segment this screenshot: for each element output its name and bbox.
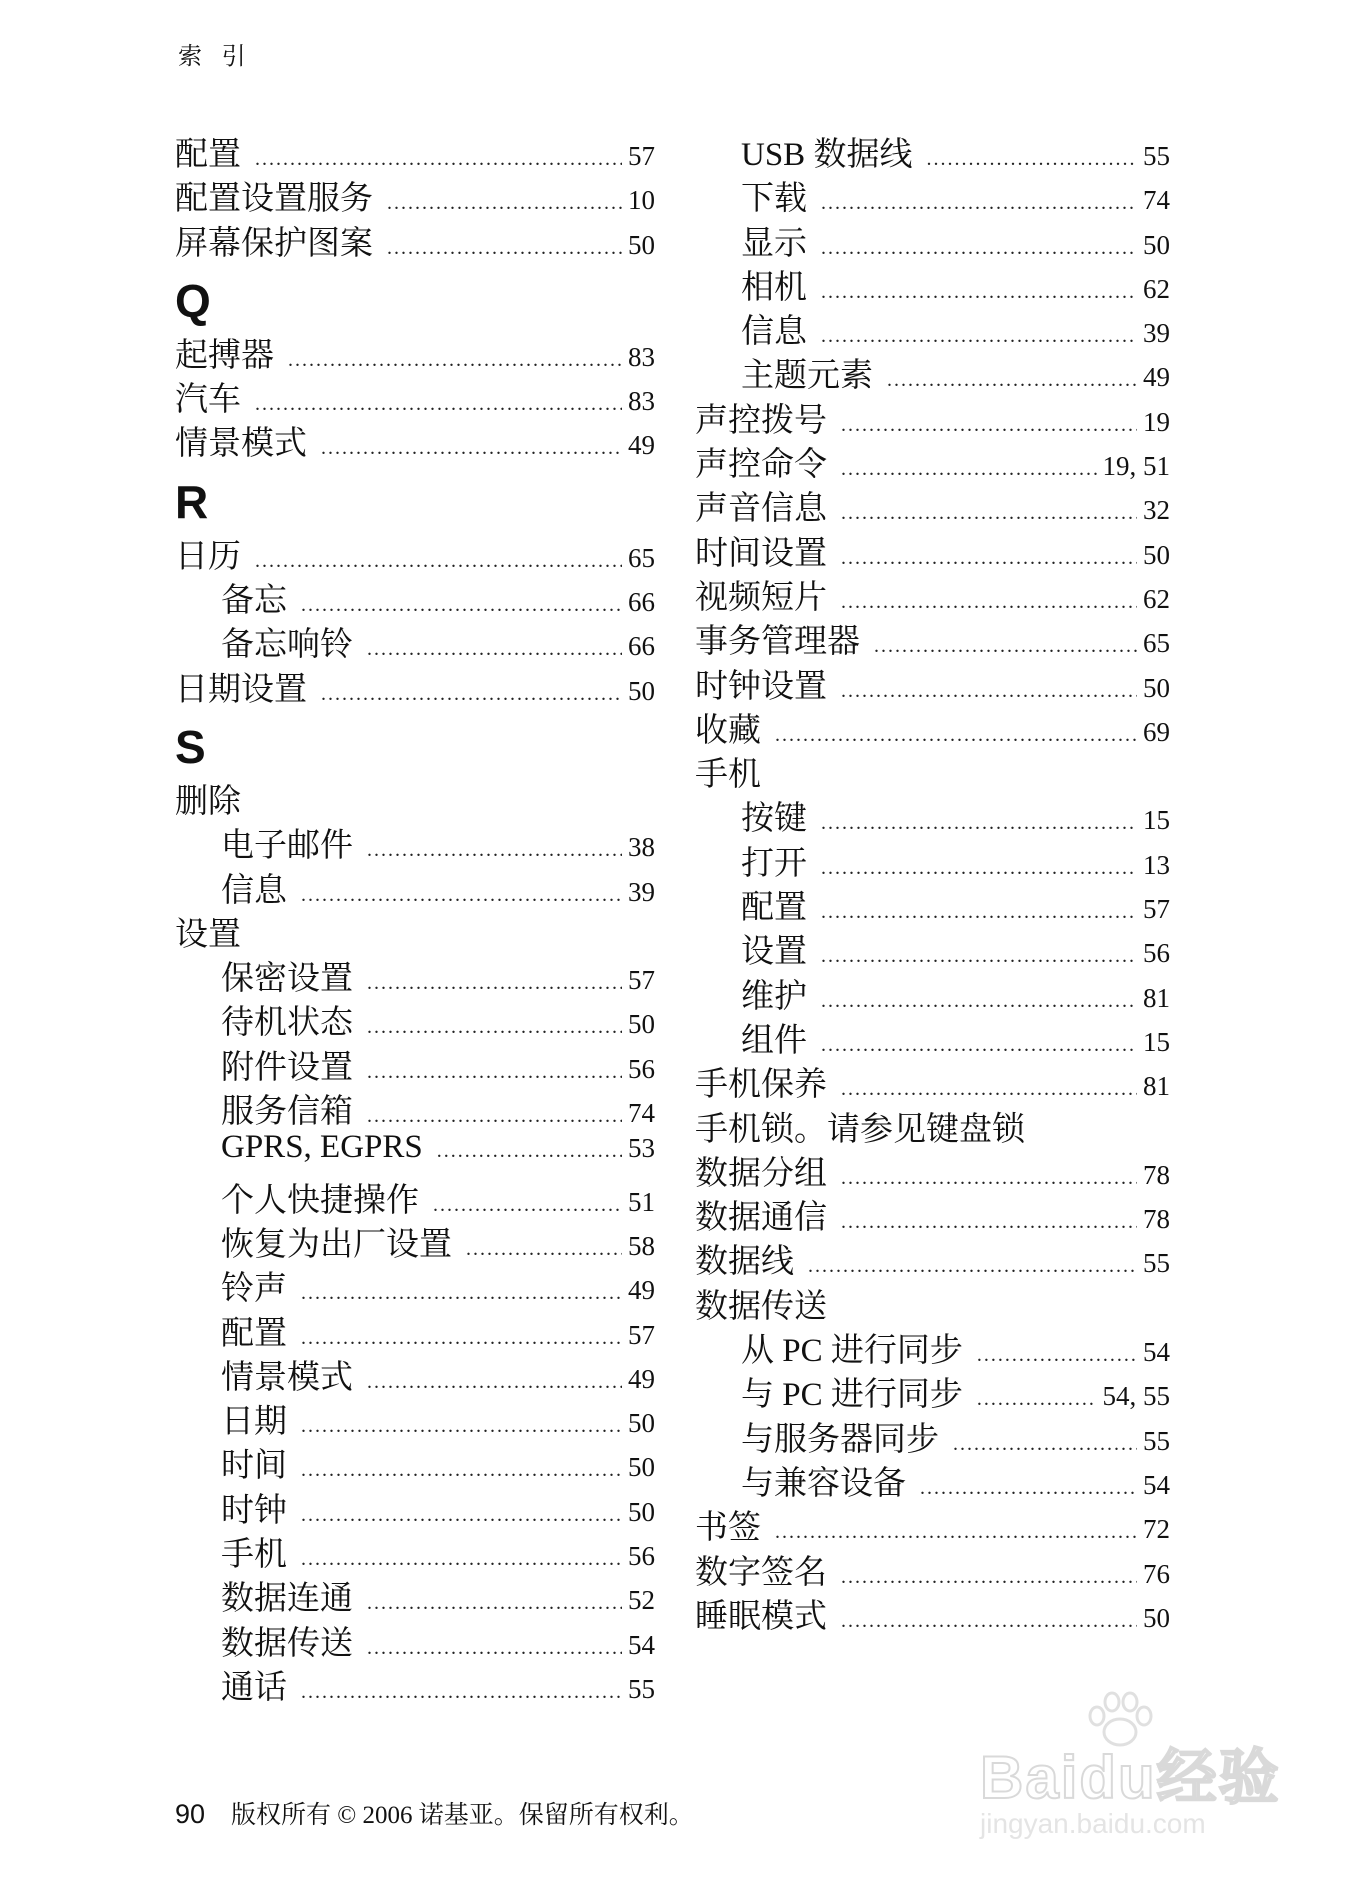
index-subentry <box>175 1041 655 1085</box>
index-section-letter: Q <box>175 274 211 327</box>
index-entry <box>175 217 655 261</box>
index-subentry <box>175 1129 655 1173</box>
index-page-ref: 78 <box>1143 1204 1170 1235</box>
dot-leader <box>433 1194 622 1217</box>
index-term: 设置 <box>741 934 807 971</box>
index-entry <box>695 1147 1170 1191</box>
index-subentry <box>175 864 655 908</box>
index-term: 附件设置 <box>221 1049 353 1086</box>
index-subentry <box>175 819 655 863</box>
dot-leader <box>841 591 1137 614</box>
index-entry <box>175 417 655 461</box>
index-term: 下载 <box>741 181 807 218</box>
index-page-ref: 50 <box>1143 1602 1170 1633</box>
index-term: 日期 <box>221 1404 287 1441</box>
index-term: 时钟 <box>221 1492 287 1529</box>
index-page-ref: 76 <box>1143 1558 1170 1589</box>
index-subentry <box>695 349 1170 393</box>
dot-leader <box>288 349 622 372</box>
index-page-ref: 66 <box>628 631 655 662</box>
index-page-ref: 74 <box>628 1098 655 1129</box>
index-subentry <box>175 1174 655 1218</box>
index-page-ref: 50 <box>628 1009 655 1040</box>
dot-leader <box>821 237 1137 260</box>
dot-leader <box>321 683 622 706</box>
dot-leader <box>367 1371 622 1394</box>
dot-leader <box>841 502 1137 525</box>
index-subentry <box>175 1528 655 1572</box>
index-page-ref: 57 <box>628 965 655 996</box>
index-section-letter: R <box>175 475 209 528</box>
index-page-ref: 56 <box>628 1541 655 1572</box>
index-term: 时间 <box>221 1448 287 1485</box>
index-term: 电子邮件 <box>221 828 353 865</box>
index-entry <box>695 660 1170 704</box>
index-term: 保密设置 <box>221 961 353 998</box>
dot-leader <box>821 901 1137 924</box>
index-term: 汽车 <box>175 382 241 419</box>
index-page-ref: 83 <box>628 386 655 417</box>
index-entry <box>175 908 655 952</box>
dot-leader <box>367 839 622 862</box>
index-page-ref: 19 <box>1143 406 1170 437</box>
index-term: 配置 <box>741 890 807 927</box>
index-page-ref: 74 <box>1143 185 1170 216</box>
index-term: USB 数据线 <box>741 137 913 173</box>
index-section-letter: S <box>175 720 206 773</box>
index-column-right <box>695 128 1170 1634</box>
dot-leader <box>301 1327 622 1350</box>
index-page-ref: 54 <box>1143 1469 1170 1500</box>
index-term: 声音信息 <box>695 491 827 528</box>
index-term: 维护 <box>741 978 807 1015</box>
index-page-ref: 13 <box>1143 849 1170 880</box>
dot-leader <box>367 1061 622 1084</box>
index-term: 通话 <box>221 1669 287 1706</box>
dot-leader <box>775 724 1137 747</box>
index-page-ref: 50 <box>1143 539 1170 570</box>
index-term: 日历 <box>175 538 241 575</box>
index-page-ref: 56 <box>628 1053 655 1084</box>
index-entry <box>695 1546 1170 1590</box>
index-entry <box>695 438 1170 482</box>
index-term: 打开 <box>741 845 807 882</box>
index-subentry <box>695 1368 1170 1412</box>
dot-leader <box>874 635 1137 658</box>
index-page-ref: 50 <box>628 1452 655 1483</box>
dot-leader <box>841 547 1137 570</box>
index-page-ref: 56 <box>1143 938 1170 969</box>
index-page-ref: 38 <box>628 832 655 863</box>
index-subentry <box>695 217 1170 261</box>
index-entry <box>175 373 655 417</box>
dot-leader <box>821 1034 1137 1057</box>
index-term: 起搏器 <box>175 337 274 374</box>
index-page-ref: 57 <box>628 141 655 171</box>
dot-leader <box>841 1078 1137 1101</box>
watermark-url: jingyan.baidu.com <box>980 1808 1206 1839</box>
index-page-ref: 55 <box>1143 141 1170 171</box>
index-term: 个人快捷操作 <box>221 1182 419 1219</box>
index-page-ref: 39 <box>628 876 655 907</box>
dot-leader <box>301 884 622 907</box>
index-entry <box>175 775 655 819</box>
index-entry <box>695 1501 1170 1545</box>
index-page-ref: 65 <box>1143 628 1170 659</box>
index-term: 数据分组 <box>695 1155 827 1192</box>
dot-leader <box>841 414 1137 437</box>
index-entry <box>695 704 1170 748</box>
index-page-ref: 57 <box>628 1319 655 1350</box>
index-subentry <box>175 1484 655 1528</box>
dot-leader <box>301 1415 622 1438</box>
index-page-ref: 65 <box>628 542 655 573</box>
dot-leader <box>255 550 622 573</box>
dot-leader <box>437 1140 622 1163</box>
index-page-ref: 49 <box>628 430 655 461</box>
index-term: 主题元素 <box>741 358 873 395</box>
index-entry <box>695 394 1170 438</box>
index-page-ref: 81 <box>1143 1071 1170 1102</box>
index-subentry <box>695 970 1170 1014</box>
index-page-ref: 50 <box>628 675 655 706</box>
index-entry <box>175 128 655 172</box>
index-page-ref: 57 <box>1143 894 1170 925</box>
index-term: 相机 <box>741 269 807 306</box>
index-subentry <box>175 618 655 662</box>
index-term: 配置 <box>221 1315 287 1352</box>
index-page-ref: 52 <box>628 1585 655 1616</box>
index-term: 与服务器同步 <box>741 1421 939 1458</box>
index-term: 视频短片 <box>695 579 827 616</box>
index-term: 数据线 <box>695 1244 794 1281</box>
dot-leader <box>977 1388 1097 1411</box>
index-term: 时间设置 <box>695 535 827 572</box>
dot-leader <box>301 594 622 617</box>
index-term: 与 PC 进行同步 <box>741 1377 963 1414</box>
index-entry <box>695 1103 1170 1147</box>
dot-leader <box>466 1238 622 1261</box>
index-entry <box>175 530 655 574</box>
index-entry <box>695 482 1170 526</box>
index-term: 数据通信 <box>695 1200 827 1237</box>
dot-leader <box>255 393 622 416</box>
index-term: 组件 <box>741 1022 807 1059</box>
index-term: 手机锁。请参见键盘锁 <box>695 1111 1025 1148</box>
index-page-ref: 54, 55 <box>1102 1381 1170 1412</box>
index-term: 日期设置 <box>175 671 307 708</box>
dot-leader <box>953 1433 1137 1456</box>
index-term: 手机 <box>695 757 761 794</box>
index-term: 恢复为出厂设置 <box>221 1226 452 1263</box>
dot-leader <box>841 1211 1137 1234</box>
index-page-ref: 32 <box>1143 495 1170 526</box>
index-entry <box>695 1280 1170 1324</box>
index-entry <box>695 748 1170 792</box>
dot-leader <box>821 192 1137 215</box>
dot-leader <box>367 1637 622 1660</box>
index-subentry <box>175 1661 655 1705</box>
index-subentry <box>695 172 1170 216</box>
index-term: 铃声 <box>221 1271 287 1308</box>
index-term: 从 PC 进行同步 <box>741 1333 963 1370</box>
index-term: 数据传送 <box>695 1288 827 1325</box>
index-page-ref: 72 <box>1143 1514 1170 1545</box>
dot-leader <box>301 1504 622 1527</box>
watermark-brand: Baidu经验 <box>980 1744 1281 1811</box>
index-term: 声控拨号 <box>695 402 827 439</box>
index-page-ref: 83 <box>628 341 655 372</box>
index-page-ref: 49 <box>628 1275 655 1306</box>
dot-leader <box>387 237 622 260</box>
index-term: 数字签名 <box>695 1554 827 1591</box>
index-entry <box>175 329 655 373</box>
index-term: 情景模式 <box>221 1359 353 1396</box>
dot-leader <box>775 1521 1137 1544</box>
index-page-ref: 62 <box>1143 583 1170 614</box>
index-term: 书签 <box>695 1510 761 1547</box>
dot-leader <box>841 1566 1137 1589</box>
dot-leader <box>821 325 1137 348</box>
index-subentry <box>175 1572 655 1616</box>
index-entry <box>695 1235 1170 1279</box>
dot-leader <box>821 281 1137 304</box>
index-term: 睡眠模式 <box>695 1598 827 1635</box>
index-page-ref: 53 <box>628 1133 655 1164</box>
index-term: 数据传送 <box>221 1625 353 1662</box>
index-page-ref: 50 <box>628 229 655 260</box>
index-page-ref: 66 <box>628 587 655 618</box>
dot-leader <box>367 638 622 661</box>
index-term: 情景模式 <box>175 426 307 463</box>
dot-leader <box>887 369 1137 392</box>
index-page-ref: 78 <box>1143 1159 1170 1190</box>
index-term: GPRS, EGPRS <box>221 1129 423 1166</box>
index-page-ref: 50 <box>1143 672 1170 703</box>
index-subentry <box>695 881 1170 925</box>
dot-leader <box>841 680 1137 703</box>
index-page-ref: 81 <box>1143 982 1170 1013</box>
index-subentry <box>175 1218 655 1262</box>
dot-leader <box>926 148 1137 171</box>
index-entry <box>175 172 655 216</box>
index-subentry <box>695 1413 1170 1457</box>
index-term: 手机保养 <box>695 1067 827 1104</box>
index-page-ref: 39 <box>1143 318 1170 349</box>
index-subentry <box>175 1617 655 1661</box>
index-entry <box>695 1058 1170 1102</box>
dot-leader <box>387 192 622 215</box>
page-footer <box>175 1795 694 1831</box>
index-term: 事务管理器 <box>695 624 860 661</box>
index-term: 手机 <box>221 1537 287 1574</box>
index-subentry <box>695 305 1170 349</box>
index-subentry <box>175 1085 655 1129</box>
dot-leader <box>367 1016 622 1039</box>
index-entry <box>175 663 655 707</box>
index-term: 信息 <box>221 872 287 909</box>
index-term: 显示 <box>741 225 807 262</box>
dot-leader <box>841 1167 1137 1190</box>
dot-leader <box>367 1592 622 1615</box>
index-subentry <box>175 1262 655 1306</box>
index-term: 待机状态 <box>221 1005 353 1042</box>
dot-leader <box>255 148 622 171</box>
index-subentry <box>175 574 655 618</box>
index-subentry <box>175 1351 655 1395</box>
dot-leader <box>821 812 1137 835</box>
baidu-watermark <box>980 1690 1300 1850</box>
index-page-ref: 54 <box>628 1629 655 1660</box>
dot-leader <box>367 1105 622 1128</box>
index-page-ref: 54 <box>1143 1337 1170 1368</box>
index-page-ref: 49 <box>628 1363 655 1394</box>
index-page-ref: 15 <box>1143 1026 1170 1057</box>
dot-leader <box>821 857 1137 880</box>
dot-leader <box>841 1610 1137 1633</box>
index-subentry <box>695 261 1170 305</box>
index-subentry <box>695 1014 1170 1058</box>
index-subentry <box>695 1324 1170 1368</box>
index-term: 配置 <box>175 137 241 173</box>
index-entry <box>695 527 1170 571</box>
index-term: 数据连通 <box>221 1581 353 1618</box>
index-term: 与兼容设备 <box>741 1465 906 1502</box>
index-term: 信息 <box>741 314 807 351</box>
dot-leader <box>808 1255 1137 1278</box>
index-subentry <box>695 925 1170 969</box>
dot-leader <box>301 1681 622 1704</box>
dot-leader <box>821 990 1137 1013</box>
index-subentry <box>695 128 1170 172</box>
index-page-ref: 69 <box>1143 716 1170 747</box>
index-page-ref: 49 <box>1143 362 1170 393</box>
copyright-notice: 版权所有 © 2006 诺基亚。保留所有权利。 <box>231 1802 694 1829</box>
dot-leader <box>367 972 622 995</box>
dot-leader <box>841 458 1097 481</box>
index-subentry <box>695 1457 1170 1501</box>
index-subentry <box>695 792 1170 836</box>
index-page-ref: 15 <box>1143 805 1170 836</box>
dot-leader <box>977 1344 1137 1367</box>
index-page-ref: 50 <box>628 1496 655 1527</box>
index-page-ref: 55 <box>1143 1425 1170 1456</box>
index-page-ref: 19, 51 <box>1102 451 1170 482</box>
index-page-ref: 10 <box>628 185 655 216</box>
dot-leader <box>920 1477 1137 1500</box>
index-term: 备忘 <box>221 583 287 620</box>
index-page-ref: 58 <box>628 1230 655 1261</box>
page-header: 索 引 <box>178 42 252 70</box>
index-entry <box>695 571 1170 615</box>
index-entry <box>695 1191 1170 1235</box>
index-term: 删除 <box>175 783 241 820</box>
index-subentry <box>175 996 655 1040</box>
index-subentry <box>175 952 655 996</box>
dot-leader <box>301 1282 622 1305</box>
index-subentry <box>175 1307 655 1351</box>
dot-leader <box>321 437 622 460</box>
index-subentry <box>175 1395 655 1439</box>
index-page-ref: 62 <box>1143 273 1170 304</box>
index-page-ref: 50 <box>1143 229 1170 260</box>
dot-leader <box>301 1459 622 1482</box>
index-subentry <box>175 1439 655 1483</box>
index-term: 服务信箱 <box>221 1094 353 1131</box>
index-page-ref: 50 <box>628 1408 655 1439</box>
index-term: 备忘响铃 <box>221 627 353 664</box>
index-term: 设置 <box>175 916 241 953</box>
index-page-ref: 51 <box>628 1186 655 1217</box>
index-term: 声控命令 <box>695 447 827 484</box>
index-entry <box>695 1590 1170 1634</box>
index-column-left <box>175 128 655 1705</box>
index-term: 时钟设置 <box>695 668 827 705</box>
dot-leader <box>301 1548 622 1571</box>
index-term: 收藏 <box>695 712 761 749</box>
index-subentry <box>695 837 1170 881</box>
index-page-ref: 55 <box>1143 1248 1170 1279</box>
index-term: 配置设置服务 <box>175 181 373 218</box>
index-term: 按键 <box>741 801 807 838</box>
dot-leader <box>821 945 1137 968</box>
index-page-ref: 55 <box>628 1673 655 1704</box>
index-entry <box>695 615 1170 659</box>
page-number: 90 <box>175 1799 206 1829</box>
index-term: 屏幕保护图案 <box>175 225 373 262</box>
